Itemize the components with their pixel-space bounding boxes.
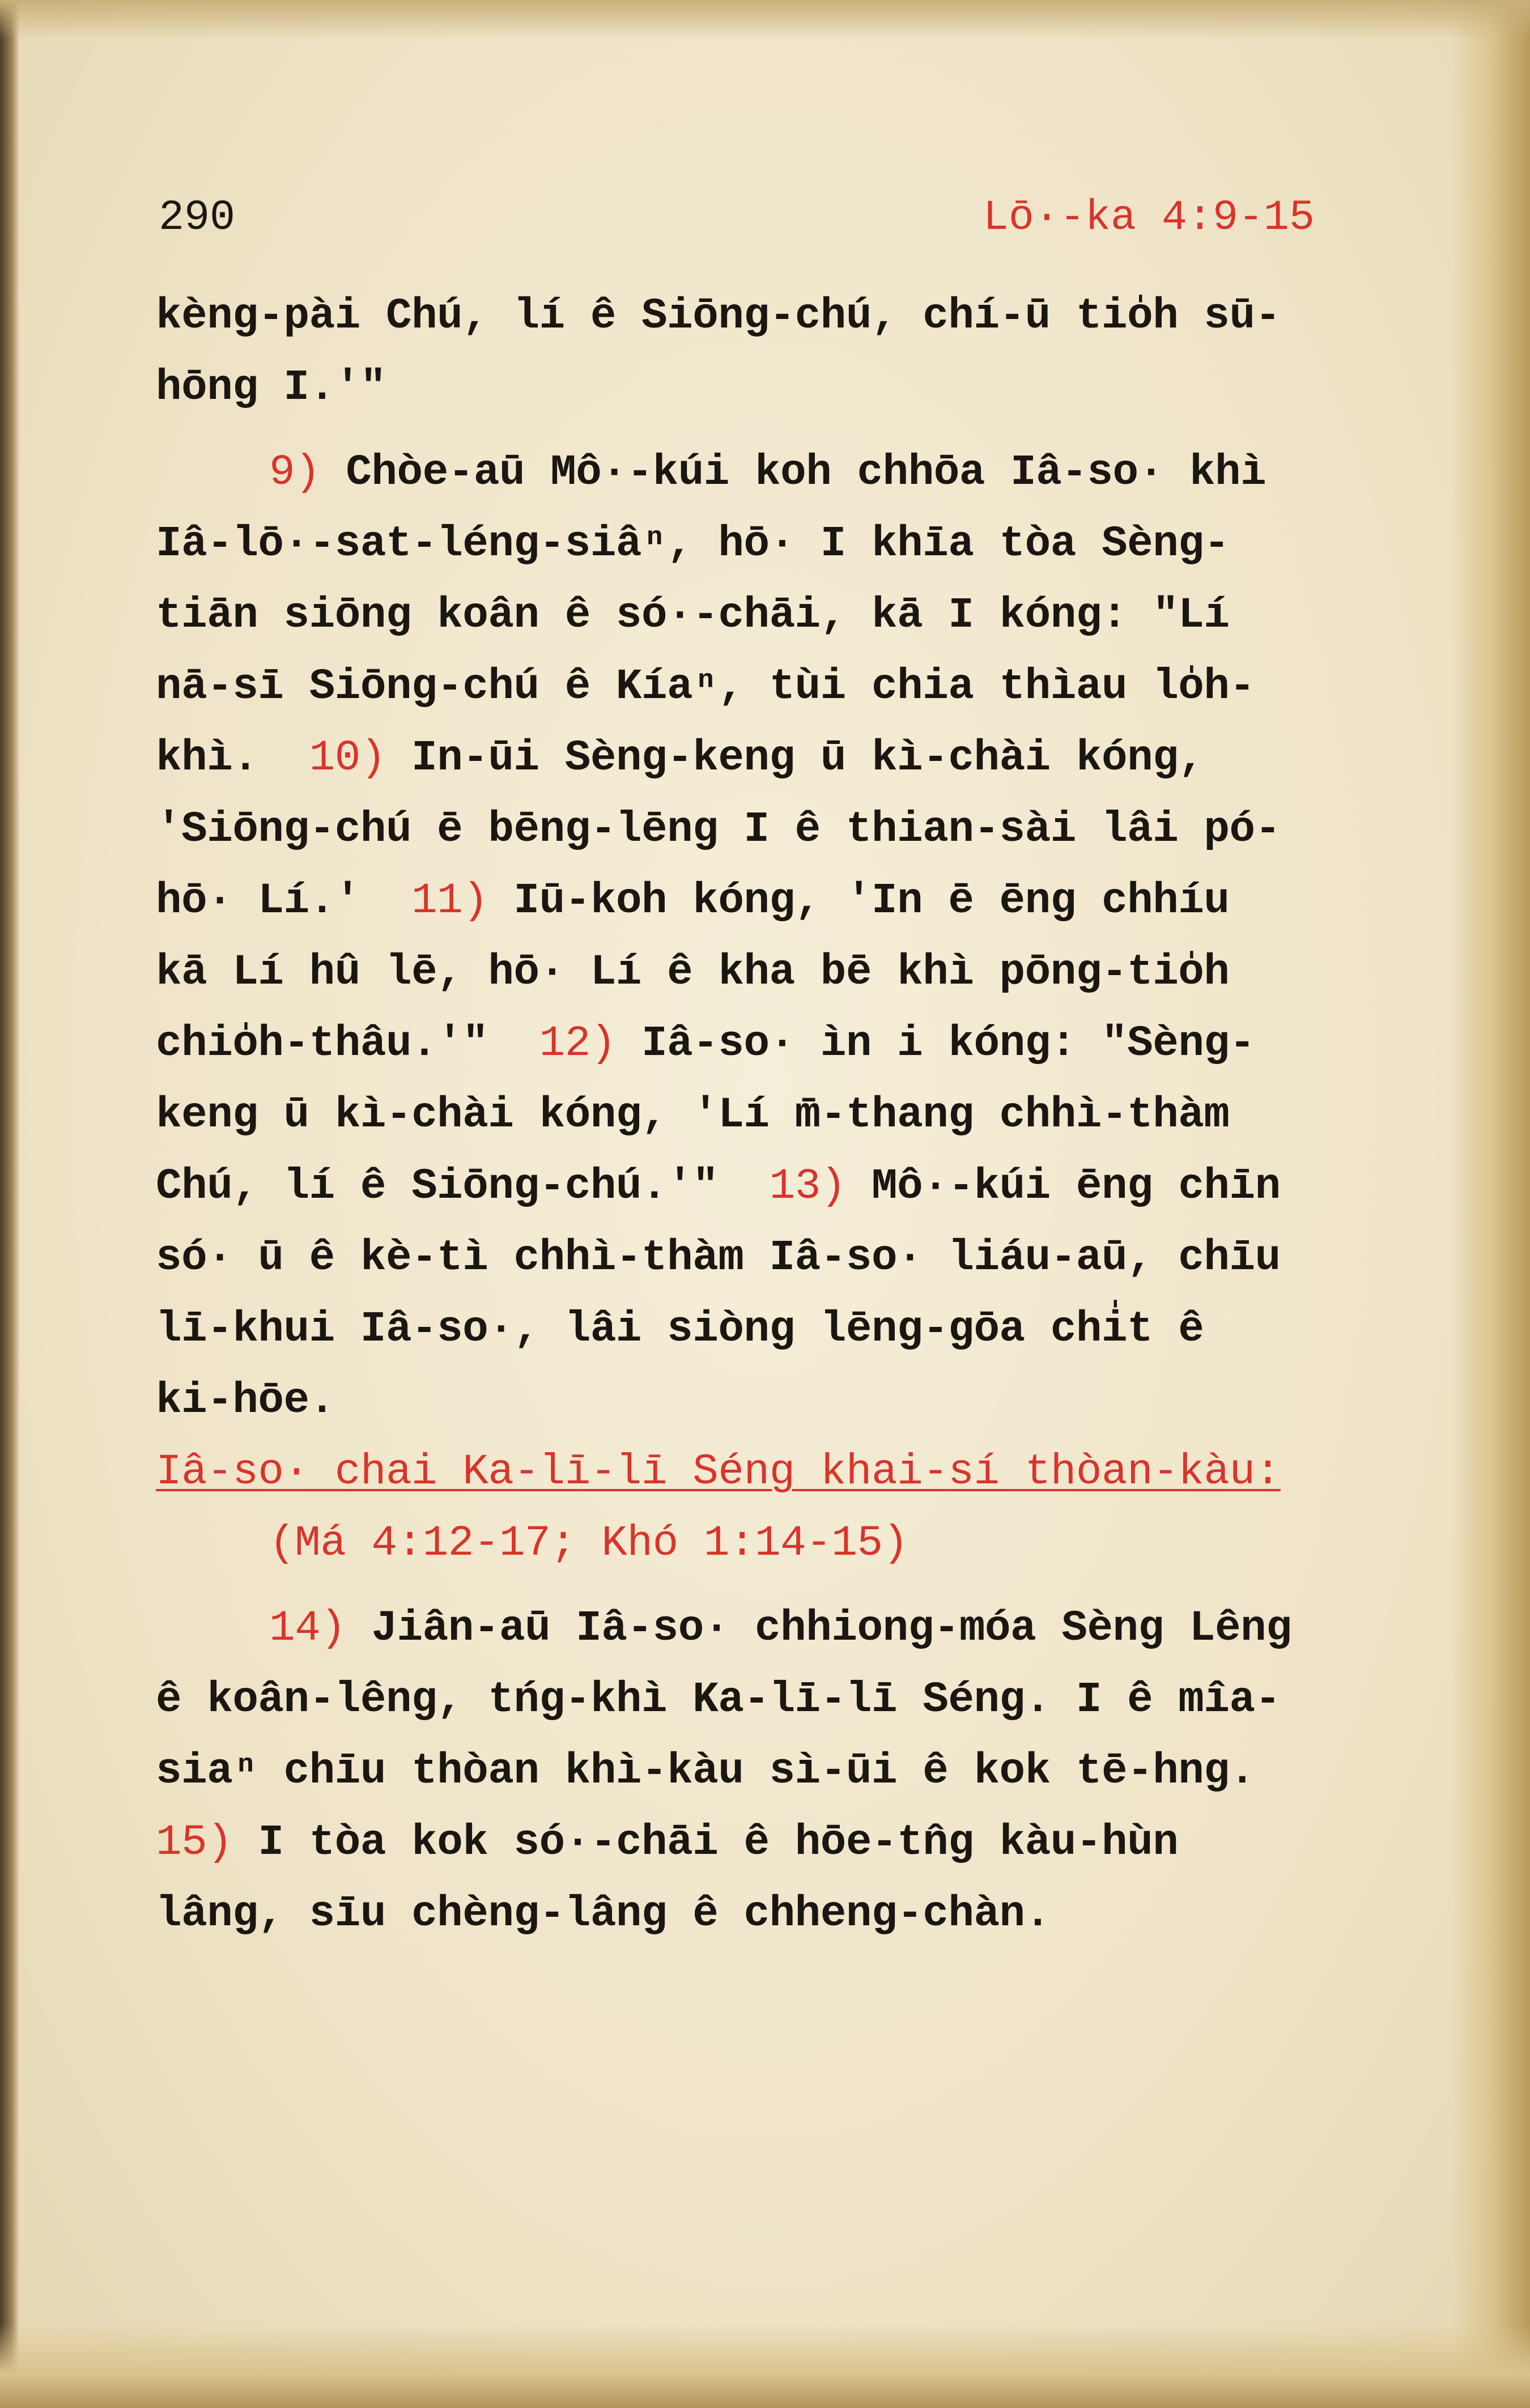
text-line: 14) Jiân-aū Iâ-so· chhiong-móa Sèng Lêng <box>269 1604 1292 1653</box>
page-header <box>159 187 1315 249</box>
section-heading-line <box>156 1436 1425 1508</box>
text-line: 15) I tòa kok só·-chāi ê hōe-tn̂g kàu-hùn <box>156 1818 1179 1867</box>
text-line: chio̍h-thâu.'" 12) Iâ-so· ìn i kóng: "Sèng- <box>156 1019 1255 1068</box>
text-line: kèng-pài Chú, lí ê Siōng-chú, chí-ū tio̍h sū- <box>156 292 1281 341</box>
verse-number: 12) <box>539 1019 616 1068</box>
page-edge-bottom <box>0 2323 1530 2408</box>
text-line: khì. 10) In-ūi Sèng-keng ū kì-chài kóng, <box>156 734 1204 782</box>
text-line: keng ū kì-chài kóng, 'Lí m̄-thang chhì-thàm <box>156 1091 1230 1139</box>
page-edge-top <box>0 0 1530 40</box>
text-line: kā Lí hû lē, hō· Lí ê kha bē khì pōng-tio̍h <box>156 948 1230 997</box>
section-heading: Iâ-so· chai Ka-lī-lī Séng khai-sí thòan-kàu: <box>156 1448 1281 1496</box>
verse-number: 13) <box>769 1162 846 1211</box>
text-line: 'Siōng-chú ē bēng-lēng I ê thian-sài lâi pó- <box>156 805 1281 854</box>
cross-reference-line <box>156 1508 1425 1579</box>
text-line: lâng, sīu chèng-lâng ê chheng-chàn. <box>156 1890 1051 1938</box>
text-line: hō· Lí.' 11) Iū-koh kóng, 'In ē ēng chhíu <box>156 877 1230 925</box>
text-line: ê koân-lêng, tńg-khì Ka-lī-lī Séng. I ê mîa- <box>156 1675 1281 1724</box>
text-line: hōng I.'" <box>156 363 386 412</box>
verse-number: 11) <box>411 877 488 925</box>
verse-number: 14) <box>269 1604 346 1653</box>
running-head: Lō·-ka 4:9-15 <box>983 194 1315 242</box>
text-line: só· ū ê kè-tì chhì-thàm Iâ-so· liáu-aū, chīu <box>156 1233 1281 1282</box>
cross-reference: (Má 4:12-17; Khó 1:14-15) <box>269 1519 908 1568</box>
text-line: 9) Chòe-aū Mô·-kúi koh chhōa Iâ-so· khì <box>269 448 1266 497</box>
page-edge-right <box>1451 0 1530 2408</box>
page-number: 290 <box>159 194 236 242</box>
text-line: nā-sī Siōng-chú ê Kíaⁿ, tùi chia thìau lo̍h- <box>156 662 1255 711</box>
text-line: ki-hōe. <box>156 1376 335 1425</box>
verse-number: 9) <box>269 448 321 497</box>
text-line: siaⁿ chīu thòan khì-kàu sì-ūi ê kok tē-hng. <box>156 1747 1255 1796</box>
text-line: Chú, lí ê Siōng-chú.'" 13) Mô·-kúi ēng chīn <box>156 1162 1281 1211</box>
page-text <box>156 280 1425 1950</box>
text-line: lī-khui Iâ-so·, lâi siòng lēng-gōa chi̍t ê <box>156 1305 1204 1354</box>
page-gutter-shadow <box>0 0 19 2408</box>
text-line: Iâ-lō·-sat-léng-siâⁿ, hō· I khīa tòa Sèng- <box>156 520 1230 568</box>
verse-number: 10) <box>309 734 386 782</box>
verse-number: 15) <box>156 1818 233 1867</box>
text-line: tiān siōng koân ê só·-chāi, kā I kóng: "Lí <box>156 591 1230 640</box>
